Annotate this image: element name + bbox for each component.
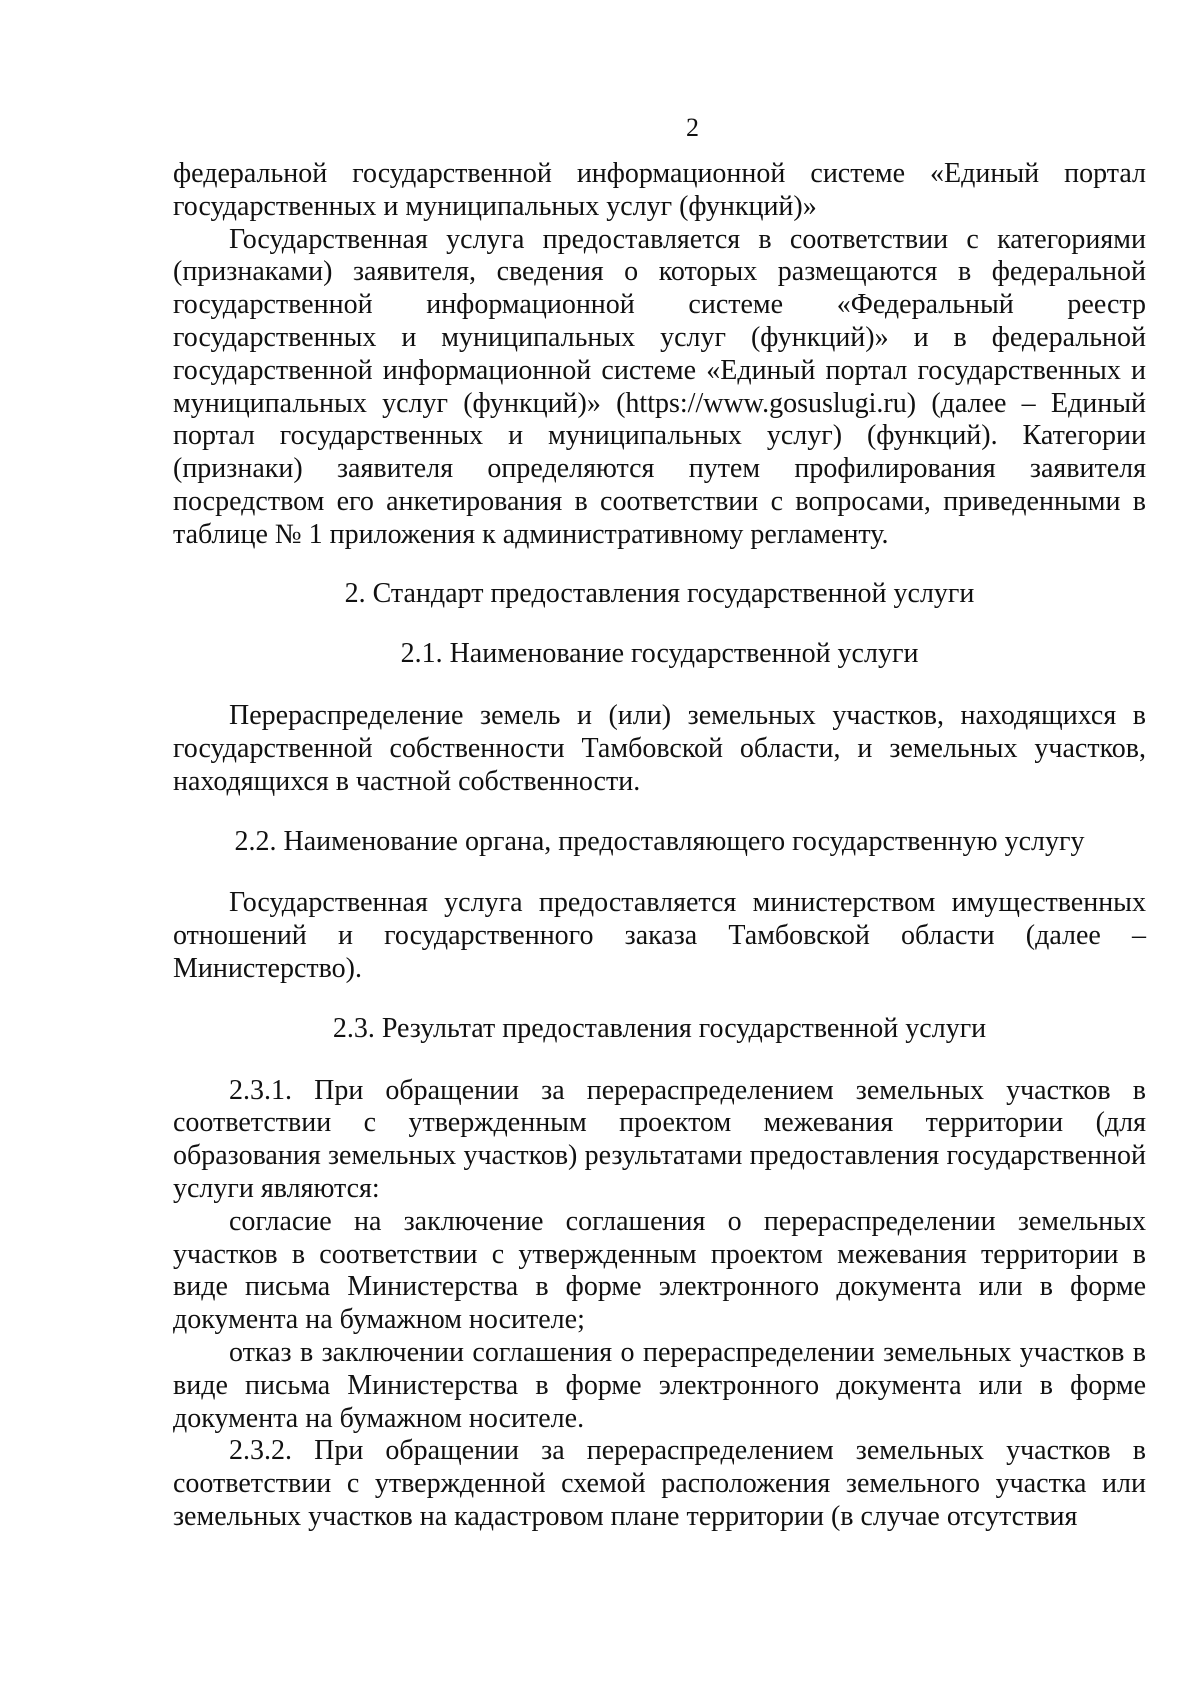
section-heading-2: 2. Стандарт предоставления государственной услуги (344, 577, 975, 609)
paragraph-refusal: отказ в заключении соглашения о перераспределении земельных участков в виде письма Министерства в форме электронного документа или в форме документа на бумажном носителе. (173, 1336, 1146, 1434)
page-number: 2 (686, 113, 699, 142)
document-body (173, 158, 1146, 1534)
section-heading-2-1: 2.1. Наименование государственной услуги (400, 638, 919, 670)
paragraph-consent: согласие на заключение соглашения о перераспределении земельных участков в соответствии с утвержденным проектом межевания территории в виде письма Министерства в форме электронного документа или в форме документа на бумажном носителе; (173, 1205, 1146, 1336)
section-heading-2-2: 2.2. Наименование органа, предоставляющего государственную услугу (234, 825, 1085, 857)
paragraph-2-2: Государственная услуга предоставляется министерством имущественных отношений и государственного заказа Тамбовской области (далее – Министерство). (173, 887, 1146, 984)
paragraph-2-1: Перераспределение земель и (или) земельных участков, находящихся в государственной собственности Тамбовской области, и земельных участков, находящихся в частной собственности. (173, 700, 1146, 797)
paragraph-2-3-1: 2.3.1. При обращении за перераспределением земельных участков в соответствии с утвержденным проектом межевания территории (для образования земельных участков) результатами предоставления государственной услуги являются: (173, 1074, 1146, 1204)
paragraph-intro-continuation: федеральной государственной информационной системе «Единый портал государственных и муниципальных услуг (функций)» (173, 158, 1146, 222)
paragraph-2-3-2: 2.3.2. При обращении за перераспределением земельных участков в соответствии с утвержденной схемой расположения земельного участка или земельных участков на кадастровом плане территории (в случае отсутствия (173, 1435, 1146, 1532)
section-heading-2-3: 2.3. Результат предоставления государственной услуги (332, 1012, 987, 1044)
paragraph-applicant-categories: Государственная услуга предоставляется в соответствии с категориями (признаками) заявителя, сведения о которых размещаются в федеральной государственной информационной системе «Федеральный реестр государственных и муниципальных услуг (функций)» и в федеральной государственной информационной системе «Единый портал государственных и муниципальных услуг (функций)» (https://www.gosuslugi.ru) (далее – Единый портал государственных и муниципальных услуг) (функций). Категории (признаки) заявителя определяются путем профилирования заявителя посредством его анкетирования в соответствии с вопросами, приведенными в таблице № 1 приложения к административному регламенту. (173, 223, 1146, 550)
